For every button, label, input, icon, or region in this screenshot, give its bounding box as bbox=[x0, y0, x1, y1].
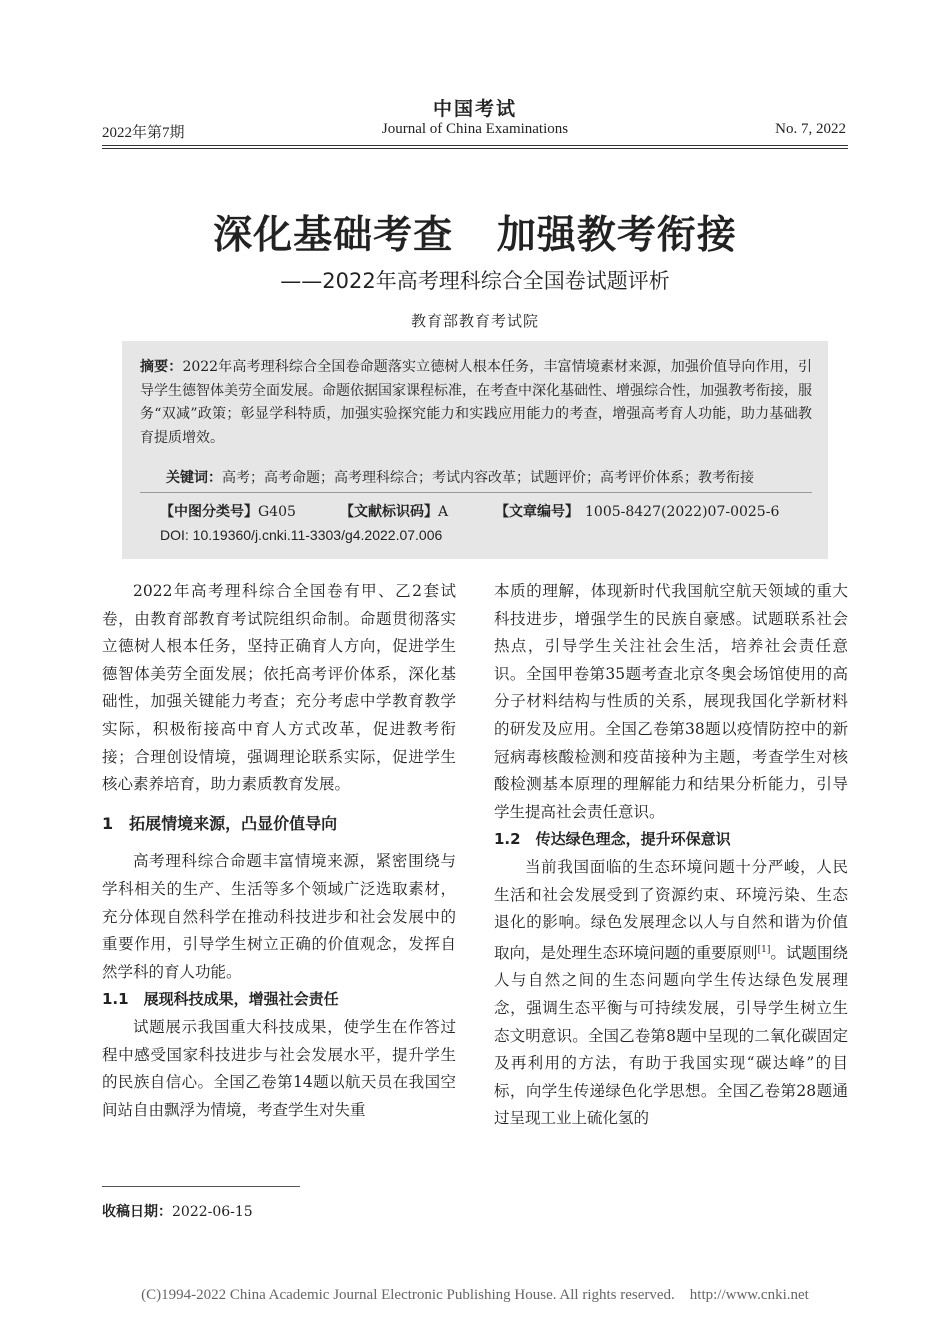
issue-number-en: No. 7, 2022 bbox=[775, 121, 846, 137]
received-label: 收稿日期： bbox=[102, 1204, 172, 1220]
keywords-label: 关键词： bbox=[166, 470, 222, 486]
abstract-label: 摘要： bbox=[140, 359, 183, 375]
journal-name-en: Journal of China Examinations bbox=[381, 121, 569, 137]
article-author: 教育部教育考试院 bbox=[410, 312, 539, 330]
section-1-heading: 1 拓展情境来源，凸显价值导向 bbox=[102, 813, 338, 833]
journal-logo: 中国考试 bbox=[432, 98, 517, 120]
section-1-paragraph: 高考理科综合命题丰富情境来源，紧密围绕与学科相关的生产、生活等多个领域广泛选取素材，充分体现自然科学在推动科技进步和社会发展中的重要作用，引导学生树立正确的价值观念，发挥自然学科的育人功能。 bbox=[102, 852, 456, 981]
right-paragraph-2 bbox=[494, 854, 848, 1133]
section-1-1-paragraph: 试题展示我国重大科技成果，使学生在作答过程中感受国家科技进步与社会发展水平，提升学生的民族自信心。全国乙卷第14题以航天员在我国空间站自由飘浮为情境，考查学生对失重 bbox=[102, 1017, 456, 1119]
abstract-text: 2022年高考理科综合全国卷命题落实立德树人根本任务，丰富情境素材来源，加强价值导向作用，引导学生德智体美劳全面发展。命题依据国家课程标准，在考查中深化基础性、增强综合性，加强教考衔接，服务“双减”政策；彰显学科特质，加强实验探究能力和实践应用能力的考查，增强高考育人功能，助力基础教育提质增效。 bbox=[140, 359, 812, 446]
clc-label: 【中图分类号】 bbox=[160, 504, 258, 520]
section-1-2-heading: 1.2 传达绿色理念，提升环保意识 bbox=[494, 830, 731, 849]
article-no-value: 1005-8427(2022)07-0025-6 bbox=[585, 504, 780, 520]
clc-number bbox=[160, 501, 296, 523]
article-title: 深化基础考查 加强教考衔接 bbox=[213, 213, 737, 258]
right-column bbox=[494, 578, 848, 1133]
issue-number-cn: 2022年第7期 bbox=[102, 125, 185, 141]
intro-paragraph: 2022年高考理科综合全国卷有甲、乙2套试卷，由教育部教育考试院组织命制。命题贯彻落实立德树人根本任务，坚持正确育人方向，促进学生德智体美劳全面发展；依托高考评价体系，深化基础性，加强关键能力考查；充分考虑中学教育教学实际，积极衔接高中育人方式改革，促进教考衔接；合理创设情境，强调理论联系实际，促进学生核心素养培育，助力素质教育发展。 bbox=[102, 582, 456, 794]
keywords bbox=[166, 467, 816, 490]
article-no-label: 【文章编号】 bbox=[495, 504, 579, 520]
copyright-line: (C)1994-2022 China Academic Journal Electronic Publishing House. All rights reserved. http://www.cnki.net bbox=[141, 1287, 809, 1303]
clc-value: G405 bbox=[258, 504, 296, 520]
right-paragraph-2a: 当前我国面临的生态环境问题十分严峻，人民生活和社会发展受到了资源约束、环境污染、生态退化的影响。绿色发展理念以人与自然和谐为价值取向，是处理生态环境问题的重要原则 bbox=[494, 857, 848, 962]
left-column bbox=[102, 578, 456, 1124]
keywords-rule bbox=[140, 492, 812, 493]
doc-value: A bbox=[438, 504, 449, 520]
doc-label: 【文献标识码】 bbox=[340, 504, 438, 520]
reference-1[interactable]: [1] bbox=[757, 944, 771, 955]
keywords-text: 高考；高考命题；高考理科综合；考试内容改革；试题评价；高考评价体系；教考衔接 bbox=[222, 470, 754, 486]
section-1-1-heading: 1.1 展现科技成果，增强社会责任 bbox=[102, 990, 339, 1009]
abstract bbox=[140, 356, 812, 450]
footnote-rule bbox=[102, 1186, 300, 1187]
received-value: 2022-06-15 bbox=[172, 1204, 253, 1220]
article-subtitle: ——2022年高考理科综合全国卷试题评析 bbox=[280, 269, 670, 293]
doi: DOI: 10.19360/j.cnki.11-3303/g4.2022.07.006 bbox=[160, 527, 443, 543]
right-paragraph-1: 本质的理解，体现新时代我国航空航天领域的重大科技进步，增强学生的民族自豪感。试题联系社会热点，引导学生关注社会生活，培养社会责任意识。全国甲卷第35题考查北京冬奥会场馆使用的高分子材料结构与性质的关系，展现我国化学新材料的研发及应用。全国乙卷第38题以疫情防控中的新冠病毒核酸检测和疫苗接种为主题，考查学生对核酸检测基本原理的理解能力和结果分析能力，引导学生提高社会责任意识。 bbox=[494, 582, 848, 821]
document-code bbox=[340, 501, 448, 523]
header-rule bbox=[102, 145, 848, 149]
article-number bbox=[495, 501, 779, 523]
received-date bbox=[102, 1201, 253, 1221]
right-paragraph-2b: 。试题围绕人与自然之间的生态问题向学生传达绿色发展理念，强调生态平衡与可持续发展，引导学生树立生态文明意识。全国乙卷第8题中呈现的二氧化碳固定及再利用的方法，有助于我国实现“碳达峰”的目标，向学生传递绿色化学思想。全国乙卷第28题通过呈现工业上硫化氢的 bbox=[494, 943, 848, 1128]
